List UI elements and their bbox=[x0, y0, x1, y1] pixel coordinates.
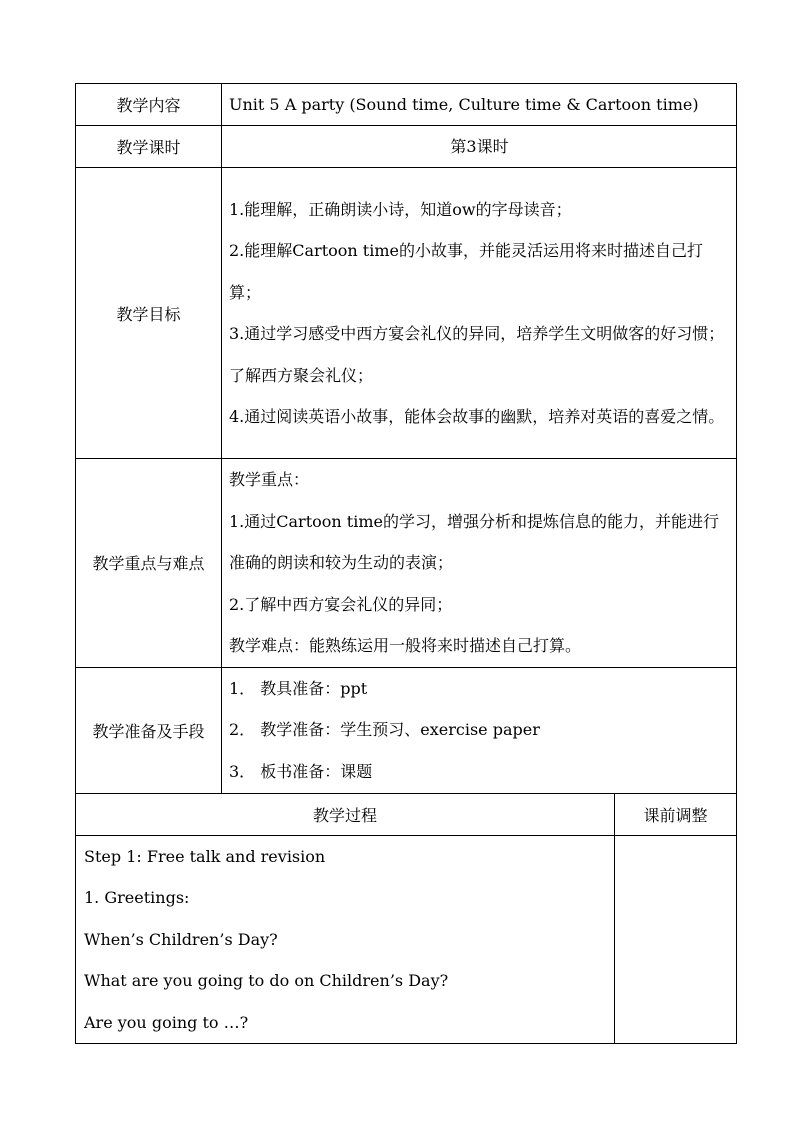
keypoint-item: 教学难点：能熟练运用一般将来时描述自己打算。 bbox=[229, 636, 582, 655]
preparation-item: 1． 教具准备：ppt bbox=[229, 678, 368, 698]
row-teaching-period bbox=[76, 126, 737, 168]
keypoint-item: 2.了解中西方宴会礼仪的异同； bbox=[229, 594, 453, 614]
process-line: Are you going to …? bbox=[84, 1012, 249, 1032]
objective-item: 2.能理解Cartoon time的小故事，并能灵活运用将来时描述自己打算； bbox=[229, 241, 703, 302]
row-process-body bbox=[76, 835, 737, 1044]
objectives-list bbox=[222, 168, 737, 459]
process-line: When’s Children’s Day? bbox=[84, 929, 278, 949]
adjust-header: 课前调整 bbox=[615, 793, 737, 835]
adjust-body bbox=[615, 835, 737, 1044]
process-line: 1. Greetings: bbox=[84, 888, 190, 907]
label-objectives: 教学目标 bbox=[76, 168, 222, 459]
row-objectives bbox=[76, 168, 737, 459]
objective-item: 1.能理解，正确朗读小诗，知道ow的字母读音； bbox=[229, 199, 572, 219]
teaching-content-value: Unit 5 A party (Sound time, Culture time & Cartoon time) bbox=[222, 84, 737, 126]
preparation-item: 3． 板书准备：课题 bbox=[229, 761, 373, 781]
process-line: Step 1: Free talk and revision bbox=[84, 846, 326, 866]
process-line: What are you going to do on Children’s Day? bbox=[84, 971, 449, 990]
row-teaching-content bbox=[76, 84, 737, 126]
row-preparation bbox=[76, 667, 737, 793]
objective-item: 3.通过学习感受中西方宴会礼仪的异同，培养学生文明做客的好习惯；了解西方聚会礼仪； bbox=[229, 324, 725, 385]
label-keypoints: 教学重点与难点 bbox=[76, 459, 222, 668]
process-body bbox=[76, 835, 615, 1044]
keypoint-item: 1.通过Cartoon time的学习，增强分析和提炼信息的能力，并能进行准确的朗读和较为生动的表演； bbox=[229, 511, 719, 572]
teaching-period-value: 第3课时 bbox=[222, 126, 737, 168]
label-teaching-content: 教学内容 bbox=[76, 84, 222, 126]
row-keypoints bbox=[76, 459, 737, 668]
label-teaching-period: 教学课时 bbox=[76, 126, 222, 168]
preparation-item: 2． 教学准备：学生预习、exercise paper bbox=[229, 720, 540, 740]
keypoints-list bbox=[222, 459, 737, 668]
keypoint-item: 教学重点： bbox=[229, 470, 310, 489]
objective-item: 4.通过阅读英语小故事，能体会故事的幽默，培养对英语的喜爱之情。 bbox=[229, 407, 725, 426]
lesson-info-table bbox=[75, 83, 737, 1044]
label-preparation: 教学准备及手段 bbox=[76, 667, 222, 793]
process-header: 教学过程 bbox=[76, 793, 615, 835]
preparation-list bbox=[222, 667, 737, 793]
row-process-header bbox=[76, 793, 737, 835]
lesson-plan-page bbox=[75, 83, 736, 1044]
